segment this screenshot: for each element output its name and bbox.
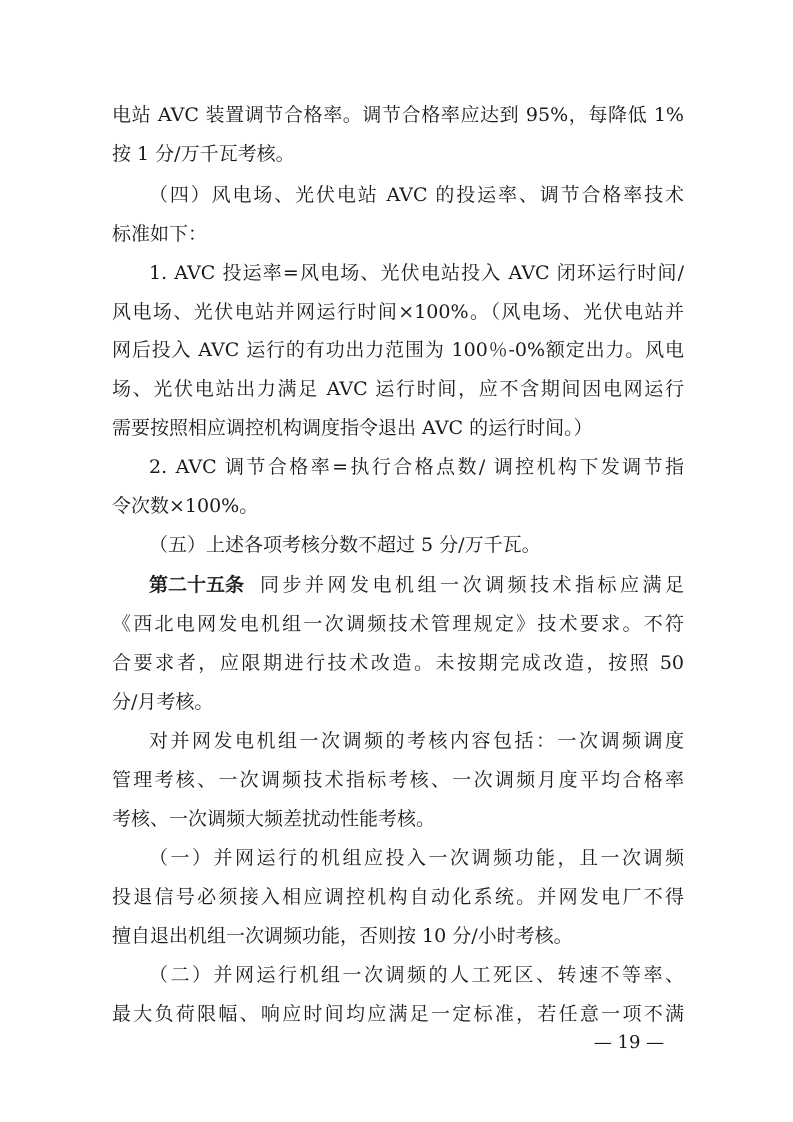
text-line-3 <box>0 180 793 210</box>
paragraph-text: 分/月考核。 <box>112 691 214 713</box>
paragraph-text: 合要求者，应限期进行技术改造。未按期完成改造，按照 50 <box>112 652 684 674</box>
paragraph-text: 风电场、光伏电站并网运行时间×100%。（风电场、光伏电站并 <box>112 301 684 323</box>
text-line-4 <box>0 219 793 249</box>
text-line-12 <box>0 530 793 560</box>
text-line-7 <box>0 335 793 365</box>
text-line-6 <box>0 297 793 327</box>
paragraph-text: 对并网发电机组一次调频的考核内容包括：一次调频调度 <box>149 730 684 752</box>
text-line-8 <box>0 374 793 404</box>
text-line-23 <box>0 960 793 990</box>
text-line-18 <box>0 765 793 795</box>
text-line-15 <box>0 648 793 678</box>
text-line-22 <box>0 921 793 951</box>
paragraph-text: 2. AVC 调节合格率=执行合格点数/ 调控机构下发调节指 <box>149 456 684 478</box>
text-line-5 <box>0 258 793 288</box>
paragraph-text: 最大负荷限幅、响应时间均应满足一定标准，若任意一项不满 <box>112 1003 684 1025</box>
paragraph-text: 管理考核、一次调频技术指标考核、一次调频月度平均合格率 <box>112 769 684 791</box>
text-line-16 <box>0 687 793 717</box>
text-line-13 <box>0 570 793 600</box>
article-heading: 第二十五条 <box>149 574 245 596</box>
paragraph-text: 投退信号必须接入相应调控机构自动化系统。并网发电厂不得 <box>112 886 684 908</box>
paragraph-text: 标准如下： <box>112 223 208 245</box>
text-line-2 <box>0 139 793 169</box>
paragraph-text: （四）风电场、光伏电站 AVC 的投运率、调节合格率技术 <box>149 184 684 206</box>
text-line-9 <box>0 413 793 443</box>
text-line-11 <box>0 491 793 521</box>
paragraph-text: 擅自退出机组一次调频功能，否则按 10 分/小时考核。 <box>112 925 573 947</box>
paragraph-text: 考核、一次调频大频差扰动性能考核。 <box>112 808 436 830</box>
paragraph-text: 1. AVC 投运率=风电场、光伏电站投入 AVC 闭环运行时间/ <box>149 262 684 284</box>
text-line-24 <box>0 999 793 1029</box>
paragraph-text: （一）并网运行的机组应投入一次调频功能，且一次调频 <box>149 847 684 869</box>
paragraph-text: 需要按照相应调控机构调度指令退出 AVC 的运行时间。） <box>112 417 593 439</box>
text-line-17 <box>0 726 793 756</box>
text-line-1 <box>0 100 793 130</box>
text-line-20 <box>0 843 793 873</box>
paragraph-text: 网后投入 AVC 运行的有功出力范围为 100％-0%额定出力。风电 <box>112 339 684 361</box>
text-line-10 <box>0 452 793 482</box>
paragraph-text: 电站 AVC 装置调节合格率。调节合格率应达到 95%，每降低 1% <box>112 104 684 126</box>
paragraph-text: 令次数×100%。 <box>112 495 259 517</box>
paragraph-text: 《西北电网发电机组一次调频技术管理规定》技术要求。不符 <box>112 613 684 635</box>
paragraph-text: （五）上述各项考核分数不超过 5 分/万千瓦。 <box>149 534 541 556</box>
paragraph-text: 按 1 分/万千瓦考核。 <box>112 143 295 165</box>
paragraph-text: （二）并网运行机组一次调频的人工死区、转速不等率、 <box>149 964 684 986</box>
text-line-21 <box>0 882 793 912</box>
paragraph-text: 场、光伏电站出力满足 AVC 运行时间，应不含期间因电网运行 <box>112 378 684 400</box>
text-line-19 <box>0 804 793 834</box>
paragraph-text: 同步并网发电机组一次调频技术指标应满足 <box>260 574 684 596</box>
text-line-14 <box>0 609 793 639</box>
page-number: — 19 — <box>593 1032 665 1053</box>
